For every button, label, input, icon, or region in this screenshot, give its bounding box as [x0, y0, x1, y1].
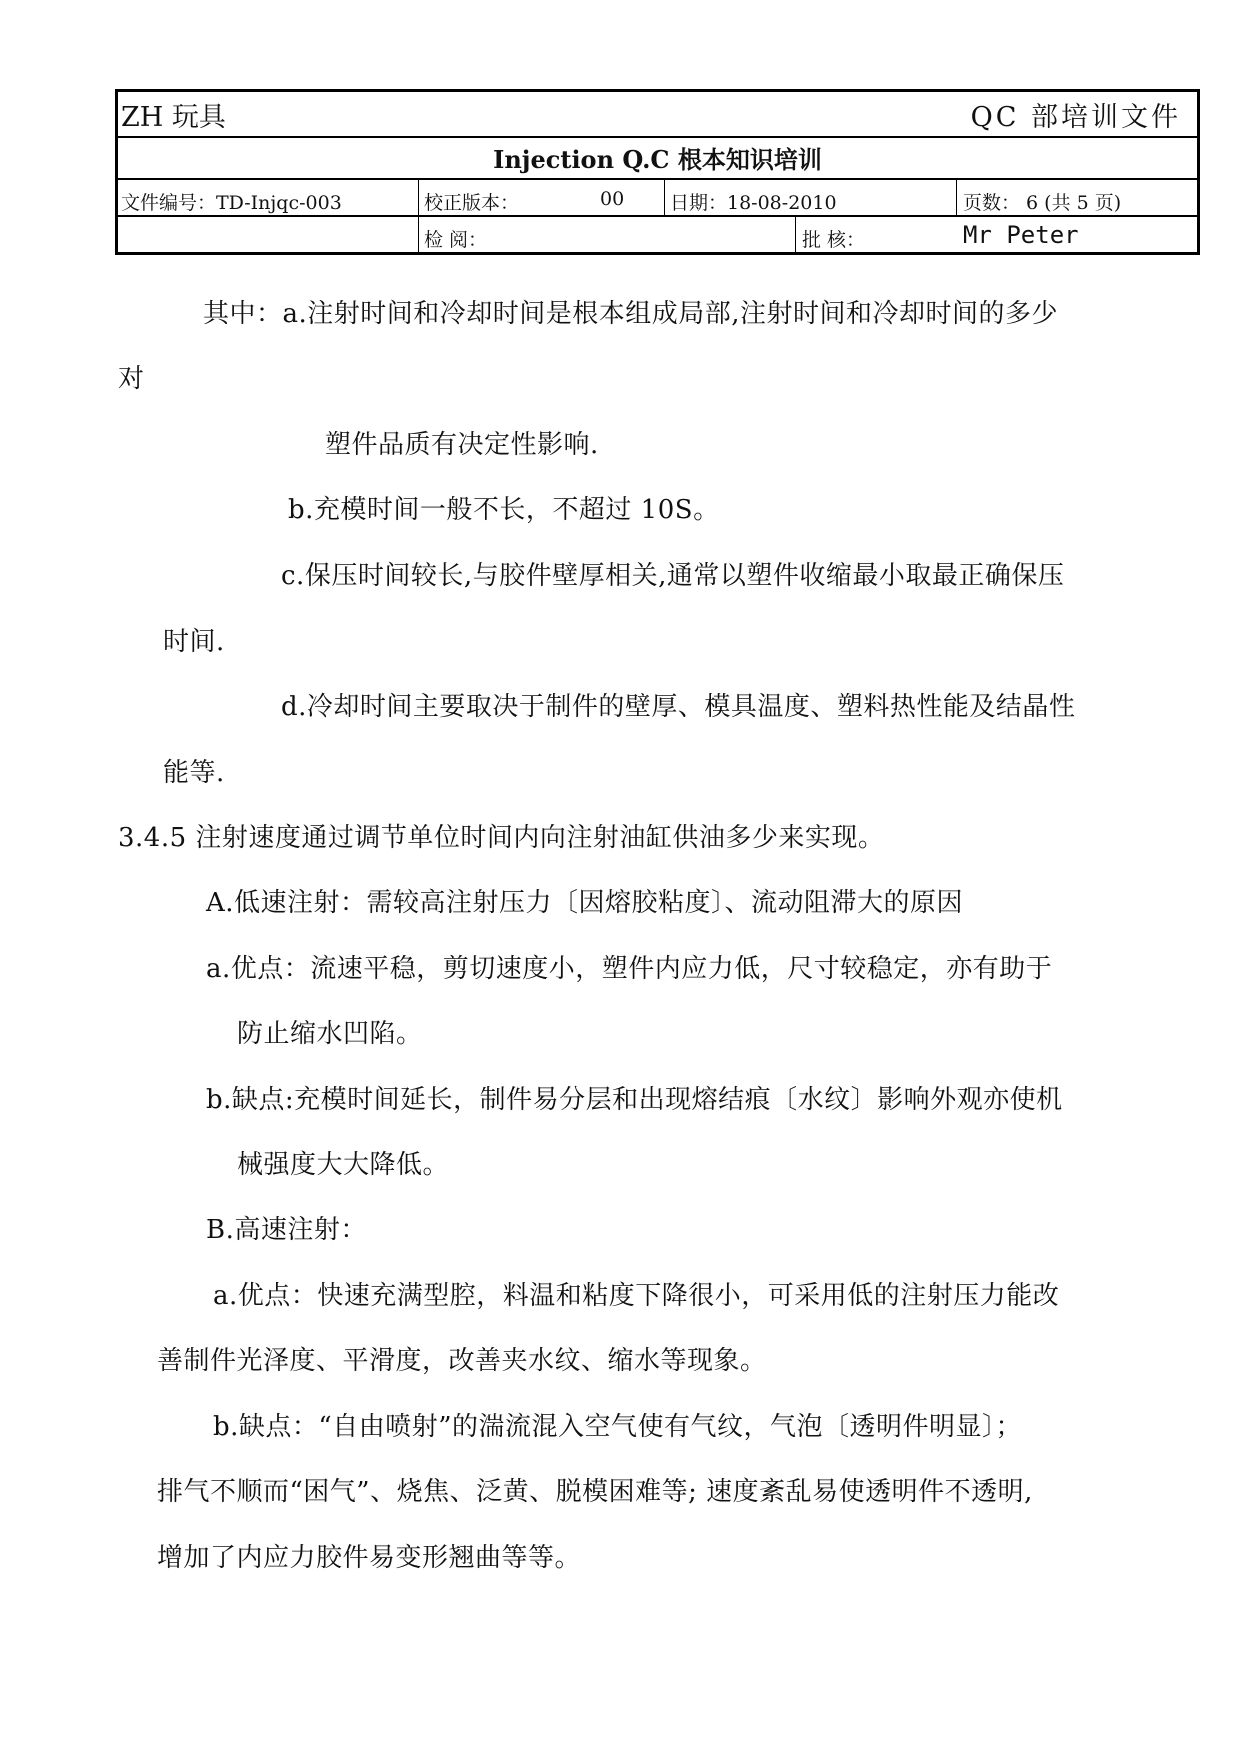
body-line: b.缺点：“自由喷射”的湍流混入空气使有气纹，气泡〔透明件明显〕；	[213, 1412, 1022, 1442]
header-column-divider	[795, 215, 796, 255]
revision-value: 00	[600, 188, 625, 210]
body-line: B.高速注射：	[206, 1215, 367, 1245]
document-number: 文件编号：TD-Injqc-003	[121, 192, 342, 214]
body-line: d.冷却时间主要取决于制件的壁厚、模具温度、塑料热性能及结晶性	[281, 692, 1076, 722]
body-line: 排气不顺而“困气”、烧焦、泛黄、脱模困难等; 速度紊乱易使透明件不透明,	[157, 1477, 1033, 1507]
header-column-divider	[664, 178, 665, 215]
header-divider	[118, 215, 1197, 217]
approver-name: Mr Peter	[963, 221, 1079, 249]
body-line: c.保压时间较长,与胶件壁厚相关,通常以塑件收缩最小取最正确保压	[281, 561, 1065, 591]
header-column-divider	[418, 178, 419, 255]
page-count: 页数： 6 (共 5 页)	[963, 192, 1122, 214]
approver-label: 批 核：	[802, 229, 866, 251]
department-label: QC 部培训文件	[970, 102, 1181, 133]
body-line: 械强度大大降低。	[237, 1150, 450, 1180]
body-line: 塑件品质有决定性影响.	[325, 430, 599, 460]
header-divider	[118, 178, 1197, 180]
document-title: Injection Q.C 根本知识培训	[493, 145, 822, 174]
revision-label: 校正版本：	[424, 192, 520, 214]
checker-label: 检 阅：	[424, 229, 488, 251]
body-line: 对	[118, 364, 145, 394]
body-line: 防止缩水凹陷。	[237, 1019, 423, 1049]
document-header-table	[115, 89, 1200, 255]
body-line: a.优点：快速充满型腔，料温和粘度下降很小，可采用低的注射压力能改	[213, 1281, 1060, 1311]
body-line: 能等.	[163, 758, 225, 788]
header-column-divider	[956, 178, 957, 215]
body-line: 善制件光泽度、平滑度，改善夹水纹、缩水等现象。	[157, 1346, 767, 1376]
body-line: 时间.	[163, 627, 225, 657]
body-line: b.缺点:充模时间延长，制件易分层和出现熔结痕〔水纹〕影响外观亦使机	[206, 1085, 1063, 1115]
body-line: 其中：a.注射时间和冷却时间是根本组成局部,注射时间和冷却时间的多少	[203, 299, 1059, 329]
body-line: 增加了内应力胶件易变形翘曲等等。	[157, 1543, 582, 1573]
body-line: b.充模时间一般不长，不超过 10S。	[288, 495, 720, 525]
header-divider	[118, 136, 1197, 138]
section-heading: 3.4.5 注射速度通过调节单位时间内向注射油缸供油多少来实现。	[118, 823, 885, 853]
body-line: A.低速注射：需较高注射压力〔因熔胶粘度〕、流动阻滞大的原因	[206, 888, 964, 918]
company-name: ZH 玩具	[121, 102, 226, 133]
document-date: 日期：18-08-2010	[670, 192, 837, 214]
body-line: a.优点：流速平稳，剪切速度小，塑件内应力低，尺寸较稳定，亦有助于	[206, 954, 1053, 984]
